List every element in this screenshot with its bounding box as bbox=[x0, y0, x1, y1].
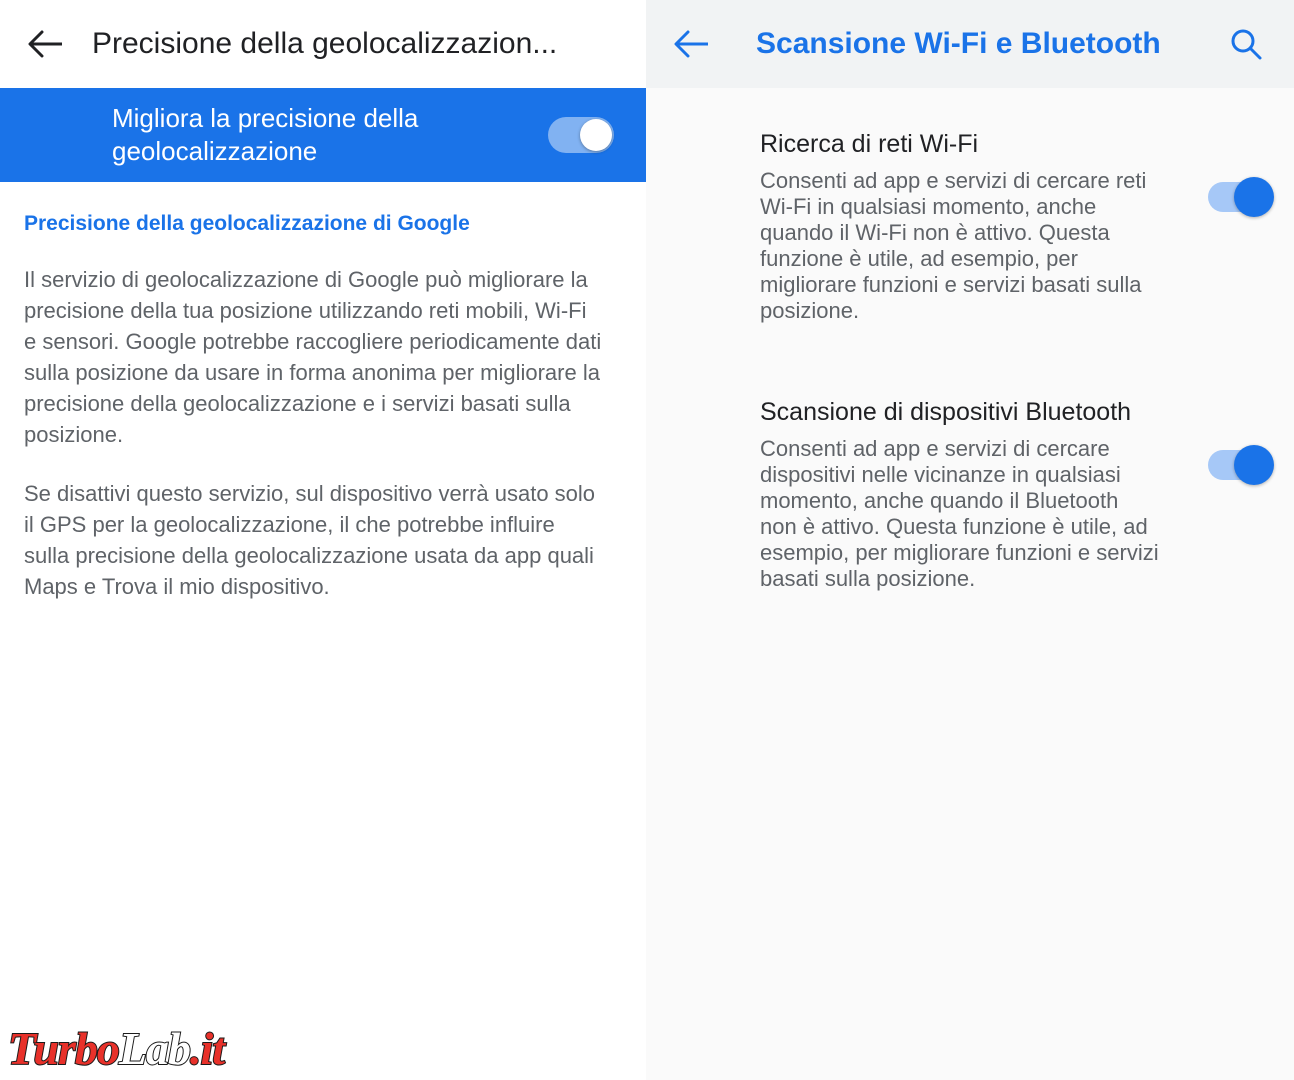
description-paragraph-2: Se disattivi questo servizio, sul dispositivo verrà usato solo il GPS per la geolocalizzazione, il che potrebbe influire sulla precisione della geolocalizzazione usata da app quali Maps e Trova il mio dispositivo. bbox=[24, 481, 596, 599]
page-title: Scansione Wi-Fi e Bluetooth bbox=[756, 27, 1161, 60]
wifi-scanning-toggle[interactable] bbox=[1208, 182, 1270, 212]
search-icon[interactable] bbox=[1224, 22, 1268, 66]
bluetooth-scanning-toggle[interactable] bbox=[1208, 450, 1270, 480]
back-arrow-icon[interactable] bbox=[670, 22, 714, 66]
preference-texts bbox=[760, 396, 1208, 592]
row-spacer bbox=[646, 342, 1294, 378]
watermark-part-turbo: Turbo bbox=[8, 1023, 119, 1074]
wifi-bluetooth-scanning-screen bbox=[646, 0, 1294, 1080]
watermark-part-lab: Lab bbox=[118, 1023, 190, 1074]
page-title: Precisione della geolocalizzazion... bbox=[92, 27, 558, 60]
section-header: Precisione della geolocalizzazione di Google bbox=[24, 212, 470, 235]
master-switch-label: Migliora la precisione della geolocalizzazione bbox=[112, 103, 419, 166]
watermark-logo bbox=[8, 1023, 225, 1074]
toggle-container bbox=[1208, 396, 1270, 480]
watermark-part-it: .it bbox=[190, 1023, 225, 1074]
preference-summary: Consenti ad app e servizi di cercare reti Wi-Fi in qualsiasi momento, anche quando il Wi-Fi non è attivo. Questa funzione è utile, ad esempio, per migliorare funzioni e servizi basati sulla posizione. bbox=[760, 168, 1147, 323]
preference-summary: Consenti ad app e servizi di cercare dispositivi nelle vicinanze in qualsiasi momento, anche quando il Bluetooth non è attivo. Questa funzione è utile, ad esempio, per migliorare funzioni e servizi basati sulla posizione. bbox=[760, 436, 1159, 591]
preference-texts bbox=[760, 128, 1208, 324]
toggle-knob bbox=[580, 119, 612, 151]
toggle-knob bbox=[1234, 177, 1274, 217]
preference-row-wifi-scanning[interactable] bbox=[646, 110, 1294, 342]
toggle-container bbox=[1208, 128, 1270, 212]
master-switch-row[interactable] bbox=[0, 88, 646, 182]
location-accuracy-screen bbox=[0, 0, 646, 1080]
master-switch-toggle[interactable] bbox=[548, 117, 614, 153]
preference-title: Ricerca di reti Wi-Fi bbox=[760, 130, 979, 158]
left-app-bar bbox=[0, 0, 646, 88]
preferences-list bbox=[646, 88, 1294, 610]
preference-title: Scansione di dispositivi Bluetooth bbox=[760, 398, 1132, 426]
preference-row-bluetooth-scanning[interactable] bbox=[646, 378, 1294, 610]
right-app-bar bbox=[646, 0, 1294, 88]
back-arrow-icon[interactable] bbox=[24, 22, 68, 66]
description-paragraph-1: Il servizio di geolocalizzazione di Google può migliorare la precisione della tua posizione utilizzando reti mobili, Wi-Fi e sensori. Google potrebbe raccogliere periodicamente dati sulla posizione da usare in forma anonima per migliorare la precisione della geolocalizzazione e i servizi basati sulla posizione. bbox=[24, 267, 602, 447]
toggle-knob bbox=[1234, 445, 1274, 485]
